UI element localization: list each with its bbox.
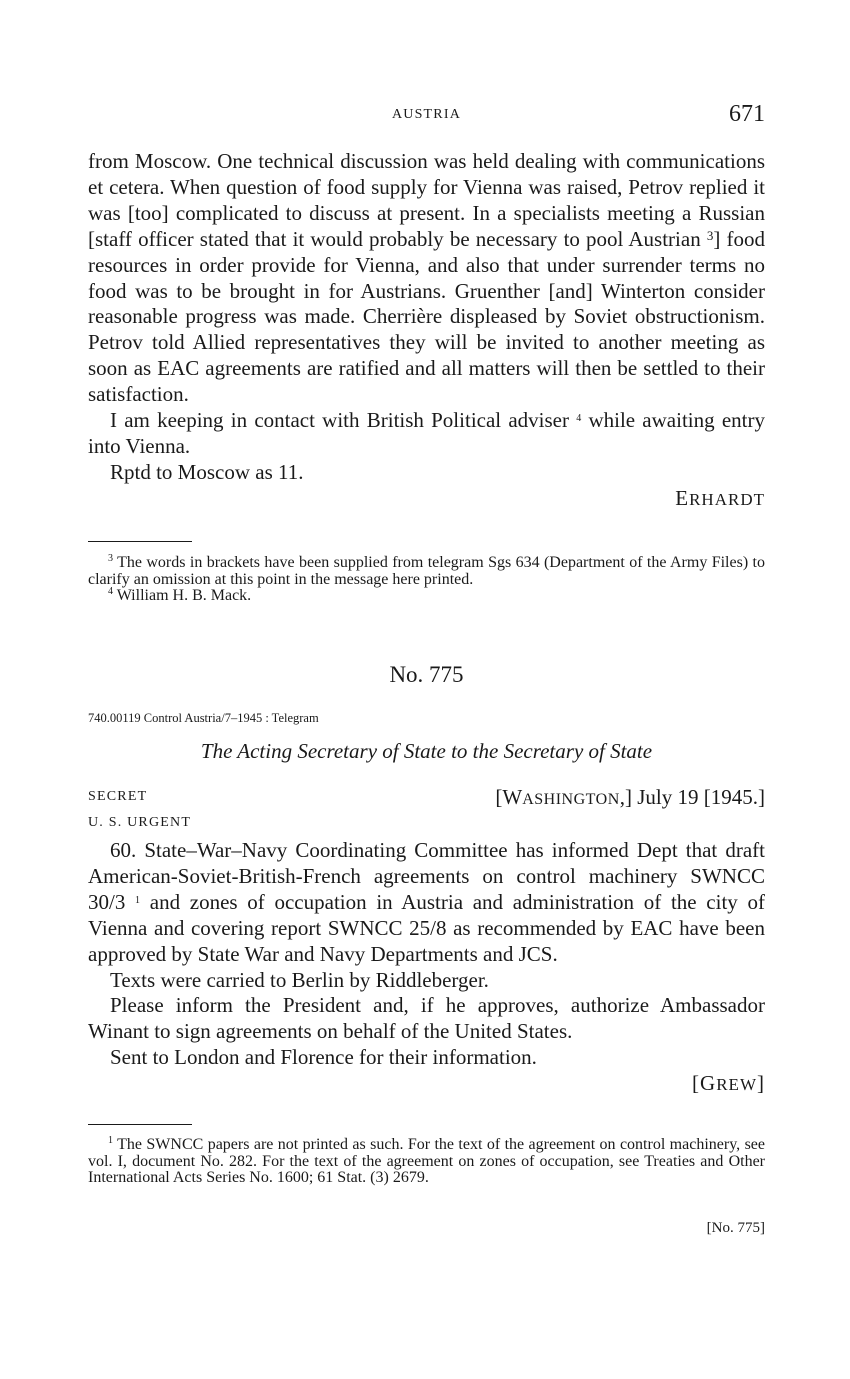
footnote: $^1$ The SWNCC papers are not printed as such. For the text of the agreement on control machinery, see vol. I, document No. 282. For the text of the agreement on zones of occupation, see Treaties and Other International Acts Series No. 1600; 61 Stat. (3) 2679. (88, 1135, 766, 1186)
body-paragraph: Texts were carried to Berlin by Riddleberger. (110, 967, 489, 992)
footnote: $^4$ William H. B. Mack. (108, 586, 252, 604)
telegram-continuation (88, 149, 765, 513)
signature: [GREW] (692, 1071, 765, 1096)
classification: SECRET (88, 789, 148, 804)
place-date: [WASHINGTON,] July 19 [1945.] (495, 785, 765, 809)
document-number: No. 775 (389, 662, 464, 687)
footnote: $^3$ The words in brackets have been supplied from telegram Sgs 634 (Department of the Army Files) to clarify an omission at this point in the message here printed. (88, 553, 765, 588)
document-meta (88, 785, 765, 811)
page-number: 671 (729, 101, 765, 127)
footnote-rule (88, 1124, 192, 1125)
running-title: AUSTRIA (391, 107, 462, 122)
document-reference: [No. 775] (706, 1220, 765, 1236)
file-reference: 740.00119 Control Austria/7–1945 : Telegram (88, 711, 319, 725)
footnote-rule (88, 541, 192, 542)
body-paragraph: Rptd to Moscow as 11. (110, 459, 304, 484)
footnote-ref: 3 (706, 227, 714, 243)
body-paragraph: Please inform the President and, if he approves, authorize Ambassador Winant to sign agreements on behalf of the United States. (88, 993, 765, 1044)
footnote-ref: 1 (135, 894, 141, 906)
body-paragraph: I am keeping in contact with British Political adviser $^4$ while awaiting entry into Vienna. (88, 408, 765, 458)
telegram-body (88, 838, 765, 1098)
body-paragraph: from Moscow. One technical discussion was held dealing with communications et cetera. When question of food supply for Vienna was raised, Petrov replied it was [too] complicated to discuss at present. In a specialists meeting a Russian [staff officer stated that it would probably be necessary to pool Austrian $^3$] food resources in order provide for Vienna, and also that under surrender terms no food was to be brought in for Austrians. Gruenther [and] Winterton consider reasonable progress was made. Cherrière displeased by Soviet obstructionism. Petrov told Allied representatives they will be invited to another meeting as soon as EAC agreements are ratified and all matters will then be settled to their satisfaction. (88, 149, 765, 407)
footnotes (88, 1137, 765, 1187)
body-paragraph: Sent to London and Florence for their information. (110, 1045, 537, 1070)
running-head (88, 103, 765, 133)
body-paragraph: 60. State–War–Navy Coordinating Committee has informed Dept that draft American-Soviet-British-French agreements on control machinery SWNCC 30/3 $^1$ and zones of occupation in Austria and administration of the city of Vienna and covering report SWNCC 25/8 as recommended by EAC have been approved by State War and Navy Departments and JCS. (88, 838, 765, 966)
signature: ERHARDT (675, 485, 765, 510)
precedence: U. S. URGENT (88, 815, 192, 830)
footnotes (88, 555, 765, 605)
document-title: The Acting Secretary of State to the Secretary of State (200, 739, 653, 763)
footnote-ref: 4 (576, 413, 582, 425)
